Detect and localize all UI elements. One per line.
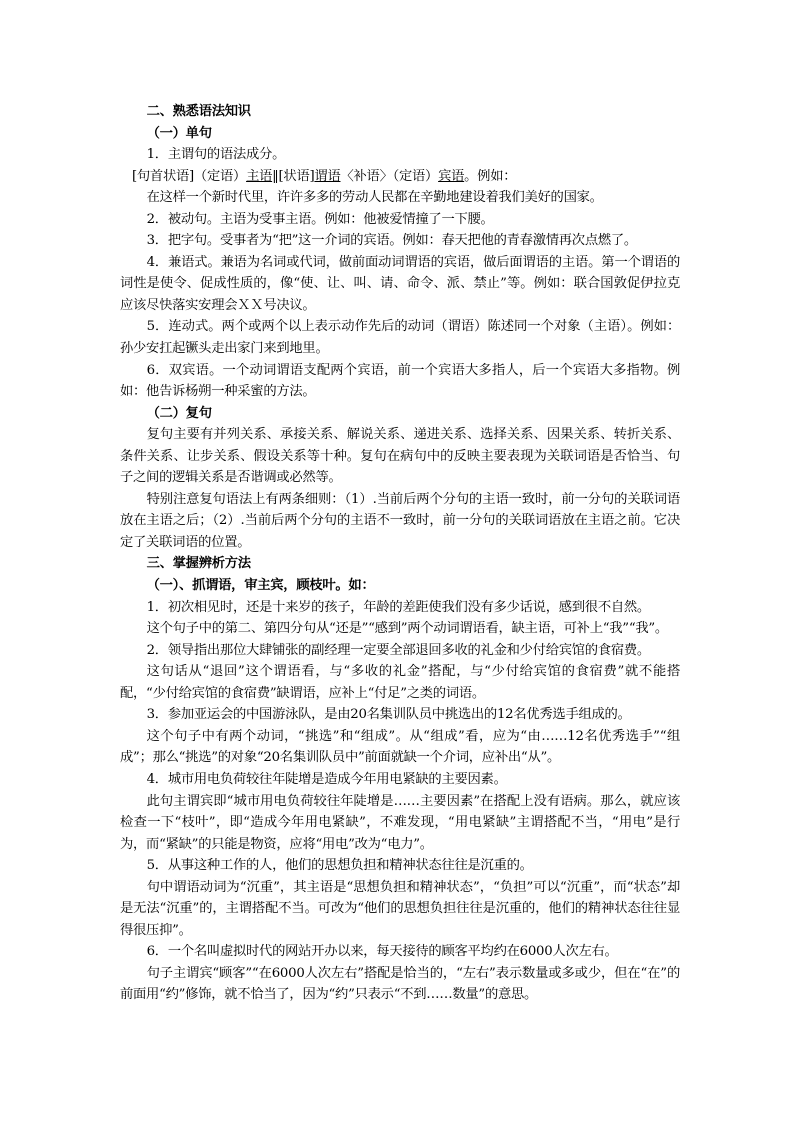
document-page (120, 101, 680, 1006)
method-example-2: 2．领导指出那位大肆铺张的副经理一定要全部退回多收的礼金和少付给宾馆的食宿费。 (146, 642, 650, 658)
formula-part: [句首状语]（定语） (131, 168, 247, 184)
subsection-complex-sentence: （二）复句 (146, 405, 212, 421)
formula-part: 〈补语〉（定语） (340, 168, 439, 184)
item-6: 6．双宾语。一个动词谓语支配两个宾语，前一个宾语大多指人，后一个宾语大多指物。例如：他告诉杨朔一种采蜜的方法。 (120, 362, 680, 400)
item-1: 1．主谓句的语法成分。 (146, 147, 286, 163)
item-2: 2．被动句。主语为受事主语。例如：他被爱情撞了一下腰。 (146, 211, 494, 227)
example-1: 在这样一个新时代里，许许多多的劳动人民都在辛勤地建设着我们美好的国家。 (146, 190, 603, 206)
method-example-1: 1．初次相见时，还是十来岁的孩子，年龄的差距使我们没有多少话说，感到很不自然。 (146, 599, 650, 615)
complex-para-1: 复句主要有并列关系、承接关系、解说关系、递进关系、选择关系、因果关系、转折关系、条件关系、让步关系、假设关系等十种。复句在病句中的反映主要表现为关联词语是否恰当、句子之间的逻辑关系是否谐调或必然等。 (120, 427, 680, 486)
formula-subject: 主语 (246, 168, 273, 184)
method-example-4: 4．城市用电负荷较往年陡增是造成今年用电紧缺的主要因素。 (146, 771, 507, 787)
formula-part: 。例如： (464, 168, 517, 184)
formula-predicate: 谓语 (314, 168, 341, 184)
method-example-6: 6．一个名叫虚拟时代的网站开办以来，每天接待的顾客平均约在6000人次左右。 (146, 944, 618, 960)
method-analysis-3: 这个句子中有两个动词，“挑选”和“组成”。从“组成”看，应为“由……12名优秀选手”“组成”；那么“挑选”的对象“20名集训队员中”前面就缺一个介词，应补出“从”。 (120, 728, 680, 766)
method-analysis-6: 句子主谓宾“顾客”“在6000人次左右”搭配是恰当的，“左右”表示数量或多或少，但在“在”的前面用“约”修饰，就不恰当了，因为“约”只表示“不到……数量”的意思。 (120, 965, 680, 1003)
formula-object: 宾语 (438, 168, 465, 184)
item-5: 5．连动式。两个或两个以上表示动作先后的动词（谓语）陈述同一个对象（主语）。例如：孙少安扛起镢头走出家门来到地里。 (120, 319, 680, 357)
formula-part: ‖[状语] (272, 168, 315, 184)
method-example-3: 3．参加亚运会的中国游泳队，是由20名集训队员中挑选出的12名优秀选手组成的。 (146, 707, 631, 723)
item-4: 4．兼语式。兼语为名词或代词，做前面动词谓语的宾语，做后面谓语的主语。第一个谓语的词性是使令、促成性质的，像“使、让、叫、请、命令、派、禁止”等。例如：联合国敦促伊拉克应该尽快落实安理会ＸＸ号决议。 (120, 254, 680, 313)
method-analysis-5: 句中谓语动词为“沉重”，其主语是“思想负担和精神状态”，“负担”可以“沉重”，而“状态”却是无法“沉重”的，主谓搭配不当。可改为“他们的思想负担往往是沉重的，他们的精神状态往往显得很压抑”。 (120, 879, 680, 938)
section-3-heading: 三、掌握辨析方法 (146, 556, 251, 572)
method-analysis-4: 此句主谓宾即“城市用电负荷较往年陡增是……主要因素”在搭配上没有语病。那么，就应该检查一下“枝叶”，即“造成今年用电紧缺”，不难发现，“用电紧缺”主谓搭配不当，“用电”是行为，而“紧缺”的只能是物资，应将“用电”改为“电力”。 (120, 793, 680, 852)
method-example-5: 5．从事这种工作的人，他们的思想负担和精神状态往往是沉重的。 (146, 858, 533, 874)
item-3: 3．把字句。受事者为“把”这一介词的宾语。例如：春天把他的青春激情再次点燃了。 (146, 233, 637, 249)
method-analysis-1: 这个句子中的第二、第四分句从“还是”“感到”两个动词谓语看，缺主语，可补上“我”“我”。 (146, 621, 668, 637)
section-2-heading: 二、熟悉语法知识 (146, 104, 251, 119)
method-analysis-2: 这句话从“退回”这个谓语看，与“多收的礼金”搭配，与“少付给宾馆的食宿费”就不能搭配，“少付给宾馆的食宿费”缺谓语，应补上“付足”之类的词语。 (120, 664, 680, 701)
grammar-formula (120, 166, 680, 188)
complex-para-2: 特别注意复句语法上有两条细则：（1）.当前后两个分句的主语一致时，前一分句的关联词语放在主语之后；（2）.当前后两个分句的主语不一致时，前一分句的关联词语放在主语之前。它决定了关联词语的位置。 (120, 491, 680, 550)
subsection-single-sentence: （一）单句 (146, 125, 212, 141)
subsection-method-1: （一）、抓谓语，审主宾，顾枝叶。如： (146, 578, 375, 594)
